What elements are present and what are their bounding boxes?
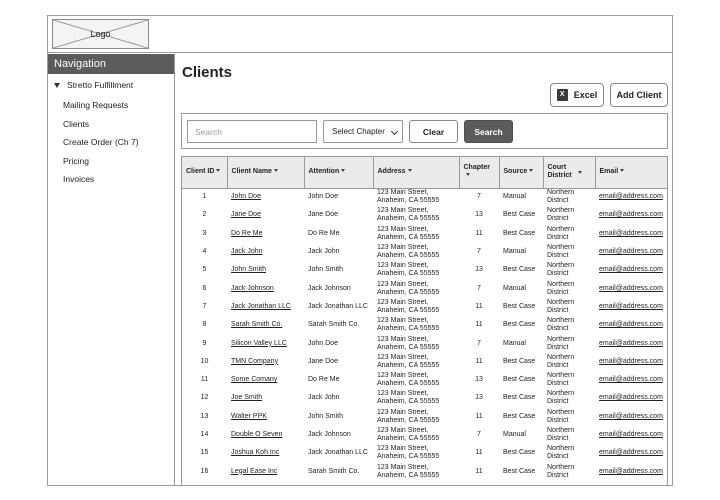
cell-chapter: 11	[475, 357, 483, 365]
address-line-2: Anaheim, CA 55555	[377, 325, 440, 333]
client-name-link[interactable]: Some Comany	[231, 376, 278, 384]
cell-attention: Do Re Me	[308, 229, 340, 237]
district-line-1: Northern	[547, 189, 575, 197]
address-line-2: Anaheim, CA 55555	[377, 252, 440, 260]
district-line-2: District	[547, 343, 569, 351]
table-row[interactable]	[182, 316, 668, 334]
district-line-1: Northern	[547, 244, 575, 252]
cell-court-district	[543, 426, 595, 444]
chapter-select-value: Select Chapter	[332, 127, 385, 136]
cell-court-district	[543, 188, 595, 206]
cell-client-id: 2	[202, 211, 207, 219]
client-name-link[interactable]: Silicon Valley LLC	[231, 339, 287, 347]
address-line-2: Anaheim, CA 55555	[377, 288, 440, 296]
cell-court-district	[543, 462, 595, 480]
address-line-1: 123 Main Street,	[377, 372, 429, 380]
district-line-2: District	[547, 270, 569, 278]
nav-title: Navigation	[48, 54, 174, 74]
district-line-1: Northern	[547, 262, 575, 270]
district-line-2: District	[547, 380, 569, 388]
cell-court-district	[543, 261, 595, 279]
cell-source: Best Case	[503, 412, 536, 420]
address-line-2: Anaheim, CA 55555	[377, 197, 440, 205]
cell-client-id: 13	[200, 412, 209, 420]
email-link[interactable]: email@address.com	[599, 193, 663, 201]
email-link[interactable]: email@address.com	[599, 302, 663, 310]
client-name-link[interactable]: Sarah Smith Co.	[231, 321, 283, 329]
sidebar-item-create-order[interactable]: Create Order (Ch 7)	[63, 137, 139, 147]
district-line-2: District	[547, 416, 569, 424]
cell-address	[373, 188, 459, 206]
client-name-link[interactable]: Legal Ease Inc	[231, 467, 278, 475]
app-frame	[47, 15, 673, 486]
table-body	[182, 188, 668, 481]
column-header-address[interactable]: Address	[373, 157, 459, 188]
cell-address	[373, 389, 459, 407]
email-link[interactable]: email@address.com	[599, 357, 663, 365]
address-line-1: 123 Main Street,	[377, 225, 429, 233]
cell-client-id: 6	[202, 284, 207, 292]
district-line-1: Northern	[547, 298, 575, 306]
cell-court-district	[543, 353, 595, 371]
column-header-client-id[interactable]: Client ID	[182, 157, 227, 188]
cell-court-district	[543, 316, 595, 334]
address-line-2: Anaheim, CA 55555	[377, 361, 440, 369]
cell-chapter: 11	[475, 321, 483, 329]
cell-attention: Jane Doe	[308, 211, 338, 219]
district-line-2: District	[547, 233, 569, 241]
logo[interactable]	[52, 19, 149, 49]
cell-attention: John Smith	[308, 266, 344, 274]
cell-attention: Sarah Smith Co.	[308, 467, 360, 475]
main-content	[177, 54, 672, 485]
district-line-1: Northern	[547, 427, 575, 434]
sort-caret-icon	[341, 169, 345, 172]
cell-source: Manual	[503, 431, 526, 438]
cell-chapter: 13	[475, 211, 483, 219]
client-name-link[interactable]: Jack John	[231, 248, 263, 256]
sidebar-item-label: Stretto Fulfillment	[67, 80, 134, 90]
cell-attention: Jack Johnson	[308, 284, 351, 292]
search-panel	[181, 113, 668, 149]
cell-chapter: 11	[475, 412, 483, 420]
table-row[interactable]	[182, 206, 668, 224]
cell-court-district	[543, 298, 595, 316]
district-line-2: District	[547, 215, 569, 223]
cell-address	[373, 206, 459, 224]
cell-attention: John Doe	[308, 193, 338, 201]
cell-client-id: 10	[200, 357, 209, 365]
address-line-1: 123 Main Street,	[377, 408, 429, 416]
district-line-2: District	[547, 471, 569, 479]
email-link[interactable]: email@address.com	[599, 394, 663, 402]
email-link[interactable]: email@address.com	[599, 412, 663, 420]
district-line-1: Northern	[547, 445, 575, 453]
table-row[interactable]	[182, 243, 668, 261]
cell-attention: Sarah Smith Co.	[308, 321, 360, 329]
address-line-2: Anaheim, CA 55555	[377, 270, 440, 278]
cell-address	[373, 444, 459, 462]
cell-chapter: 7	[477, 431, 481, 438]
email-link[interactable]: email@address.com	[599, 321, 663, 329]
table-header-row	[182, 157, 668, 188]
address-line-2: Anaheim, CA 55555	[377, 380, 440, 388]
column-header-client-name[interactable]: Client Name	[227, 157, 304, 188]
sidebar-item-pricing[interactable]: Pricing	[63, 155, 89, 166]
cell-address	[373, 279, 459, 297]
cell-client-id: 1	[202, 193, 207, 201]
address-line-1: 123 Main Street,	[377, 207, 429, 215]
client-name-link[interactable]: TMN Company	[231, 357, 279, 365]
excel-icon: X	[557, 89, 568, 101]
column-header-source[interactable]: Source	[499, 157, 543, 188]
district-line-2: District	[547, 306, 569, 314]
cell-chapter: 7	[477, 193, 481, 201]
column-header-court-district[interactable]: Court District	[543, 157, 595, 188]
cell-source: Best Case	[503, 266, 536, 274]
cell-attention: Do Re Me	[308, 376, 340, 384]
email-link[interactable]: email@address.com	[599, 339, 663, 347]
sort-caret-icon	[274, 169, 278, 172]
address-line-1: 123 Main Street,	[377, 280, 429, 288]
cell-chapter: 11	[475, 467, 483, 475]
sidebar-item-stretto-fulfillment[interactable]	[48, 74, 174, 96]
chevron-down-icon	[391, 128, 398, 135]
cell-client-id: 9	[202, 339, 207, 347]
cell-court-district	[543, 444, 595, 462]
client-name-link[interactable]: John Smith	[231, 266, 267, 274]
cell-source: Best Case	[503, 211, 536, 219]
district-line-1: Northern	[547, 335, 575, 343]
cell-source: Best Case	[503, 467, 536, 475]
email-link[interactable]: email@address.com	[599, 248, 663, 256]
district-line-1: Northern	[547, 390, 575, 398]
cell-chapter: 7	[477, 248, 481, 256]
cell-address	[373, 261, 459, 279]
sidebar	[48, 54, 175, 485]
cell-attention: Jack Jonathan LLC	[308, 449, 368, 457]
sort-caret-icon	[466, 173, 470, 176]
sort-caret-icon	[408, 169, 412, 172]
cell-address	[373, 353, 459, 371]
search-input[interactable]	[187, 120, 317, 143]
sidebar-item-mailing-requests[interactable]: Mailing Requests	[63, 100, 129, 110]
caret-down-icon	[54, 83, 60, 88]
cell-client-id: 12	[200, 394, 209, 402]
sidebar-item-clients[interactable]: Clients	[63, 118, 89, 129]
cell-court-district	[543, 225, 595, 243]
table-row[interactable]	[182, 298, 668, 316]
address-line-2: Anaheim, CA 55555	[377, 343, 440, 351]
page-title: Clients	[182, 64, 233, 81]
sort-caret-icon	[620, 169, 624, 172]
address-line-1: 123 Main Street,	[377, 262, 429, 270]
cell-client-id: 16	[200, 467, 209, 475]
address-line-2: Anaheim, CA 55555	[377, 471, 440, 479]
cell-chapter: 13	[475, 376, 483, 384]
cell-source: Manual	[503, 248, 526, 256]
client-name-link[interactable]: Jack Jonathan LLC	[231, 302, 291, 310]
client-name-link[interactable]: Jack Johnson	[231, 284, 274, 292]
cell-chapter: 7	[477, 339, 481, 347]
cell-client-id: 8	[202, 321, 207, 329]
address-line-2: Anaheim, CA 55555	[377, 306, 440, 314]
header	[48, 16, 672, 53]
address-line-2: Anaheim, CA 55555	[377, 215, 440, 223]
clear-button[interactable]: Clear	[409, 120, 458, 143]
cell-chapter: 13	[475, 266, 483, 274]
district-line-2: District	[547, 398, 569, 406]
district-line-2: District	[547, 435, 569, 442]
cell-court-district	[543, 371, 595, 389]
district-line-1: Northern	[547, 372, 575, 380]
cell-attention: John Doe	[308, 339, 338, 347]
cell-source: Best Case	[503, 376, 536, 384]
district-line-1: Northern	[547, 317, 575, 325]
logo-text: Logo	[90, 29, 111, 39]
column-header-attention[interactable]: Attention	[304, 157, 373, 188]
cell-chapter: 13	[475, 394, 483, 402]
cell-source: Best Case	[503, 357, 536, 365]
table-row[interactable]	[182, 261, 668, 279]
cell-client-id: 5	[202, 266, 207, 274]
table-row[interactable]	[182, 426, 668, 444]
cell-chapter: 11	[475, 229, 483, 237]
district-line-1: Northern	[547, 463, 575, 471]
email-link[interactable]: email@address.com	[599, 284, 663, 292]
cell-court-district	[543, 206, 595, 224]
address-line-1: 123 Main Street,	[377, 317, 429, 325]
client-name-link[interactable]: Joshua Koh Inc	[231, 449, 280, 457]
cell-address	[373, 298, 459, 316]
table-row[interactable]	[182, 353, 668, 371]
cell-address	[373, 426, 459, 444]
table-row[interactable]	[182, 444, 668, 462]
email-link[interactable]: email@address.com	[599, 449, 663, 457]
table-row[interactable]	[182, 371, 668, 389]
cell-client-id: 4	[202, 248, 207, 256]
cell-client-id: 14	[200, 431, 209, 438]
cell-address	[373, 316, 459, 334]
cell-attention: Jane Doe	[308, 357, 338, 365]
cell-source: Best Case	[503, 321, 536, 329]
address-line-1: 123 Main Street,	[377, 298, 429, 306]
excel-button[interactable]	[550, 83, 604, 107]
cell-client-id: 7	[202, 302, 207, 310]
address-line-2: Anaheim, CA 55555	[377, 416, 440, 424]
table-row[interactable]	[182, 225, 668, 243]
email-link[interactable]: email@address.com	[599, 211, 663, 219]
cell-client-id: 3	[202, 229, 207, 237]
client-name-link[interactable]: Double O Seven	[231, 431, 283, 438]
cell-source: Manual	[503, 284, 526, 292]
cell-attention: Jack Jonathan LLC	[308, 302, 368, 310]
cell-attention: Jack John	[308, 248, 340, 256]
cell-court-district	[543, 334, 595, 352]
sort-caret-icon	[216, 169, 220, 172]
district-line-2: District	[547, 252, 569, 260]
cell-address	[373, 408, 459, 426]
client-name-link[interactable]: Do Re Me	[231, 229, 263, 237]
clients-table	[181, 156, 668, 485]
district-line-1: Northern	[547, 408, 575, 416]
cell-address	[373, 243, 459, 261]
address-line-1: 123 Main Street,	[377, 463, 429, 471]
address-line-1: 123 Main Street,	[377, 427, 429, 434]
cell-court-district	[543, 279, 595, 297]
table-row[interactable]	[182, 389, 668, 407]
cell-source: Manual	[503, 193, 526, 201]
district-line-1: Northern	[547, 280, 575, 288]
cell-chapter: 11	[475, 449, 483, 457]
client-name-link[interactable]: Jane Doe	[231, 211, 261, 219]
cell-attention: John Smith	[308, 412, 344, 420]
sort-caret-icon	[578, 171, 582, 174]
cell-address	[373, 462, 459, 480]
excel-button-label: Excel	[573, 90, 598, 100]
search-button[interactable]: Search	[464, 120, 513, 143]
cell-client-id: 11	[200, 376, 209, 384]
cell-source: Best Case	[503, 394, 536, 402]
cell-court-district	[543, 408, 595, 426]
cell-chapter: 11	[475, 302, 483, 310]
table-row[interactable]	[182, 462, 668, 480]
sort-caret-icon	[529, 169, 533, 172]
district-line-2: District	[547, 453, 569, 461]
district-line-2: District	[547, 197, 569, 205]
email-link[interactable]: email@address.com	[599, 266, 663, 274]
cell-chapter: 7	[477, 284, 481, 292]
add-client-button[interactable]: Add Client	[610, 83, 668, 107]
cell-attention: Jack Johnson	[308, 431, 351, 438]
client-name-link[interactable]: Joe Smith	[231, 394, 263, 402]
cell-address	[373, 334, 459, 352]
client-name-link[interactable]: John Doe	[231, 193, 261, 201]
column-header-chapter[interactable]: Chapter	[459, 157, 499, 188]
table-row[interactable]	[182, 408, 668, 426]
address-line-1: 123 Main Street,	[377, 445, 429, 453]
address-line-2: Anaheim, CA 55555	[377, 233, 440, 241]
district-line-1: Northern	[547, 353, 575, 361]
email-link[interactable]: email@address.com	[599, 431, 663, 438]
district-line-1: Northern	[547, 225, 575, 233]
cell-source: Best Case	[503, 302, 536, 310]
address-line-1: 123 Main Street,	[377, 189, 429, 197]
cell-court-district	[543, 389, 595, 407]
client-name-link[interactable]: Walter PPK	[231, 412, 267, 420]
cell-attention: Jack John	[308, 394, 340, 402]
address-line-2: Anaheim, CA 55555	[377, 453, 440, 461]
cell-source: Best Case	[503, 449, 536, 457]
district-line-2: District	[547, 325, 569, 333]
email-link[interactable]: email@address.com	[599, 229, 663, 237]
address-line-2: Anaheim, CA 55555	[377, 435, 440, 442]
table-row[interactable]	[182, 334, 668, 352]
email-link[interactable]: email@address.com	[599, 376, 663, 384]
cell-address	[373, 371, 459, 389]
email-link[interactable]: email@address.com	[599, 467, 663, 475]
chapter-select[interactable]	[323, 120, 403, 143]
table-row[interactable]	[182, 188, 668, 206]
address-line-2: Anaheim, CA 55555	[377, 398, 440, 406]
district-line-2: District	[547, 288, 569, 296]
district-line-2: District	[547, 361, 569, 369]
cell-source: Best Case	[503, 229, 536, 237]
address-line-1: 123 Main Street,	[377, 244, 429, 252]
district-line-1: Northern	[547, 207, 575, 215]
cell-address	[373, 225, 459, 243]
cell-source: Manual	[503, 339, 526, 347]
table-row[interactable]	[182, 279, 668, 297]
column-header-email[interactable]: Email	[595, 157, 668, 188]
sidebar-item-invoices[interactable]: Invoices	[63, 174, 95, 184]
cell-court-district	[543, 243, 595, 261]
address-line-1: 123 Main Street,	[377, 335, 429, 343]
cell-client-id: 15	[200, 449, 209, 457]
address-line-1: 123 Main Street,	[377, 353, 429, 361]
address-line-1: 123 Main Street,	[377, 390, 429, 398]
